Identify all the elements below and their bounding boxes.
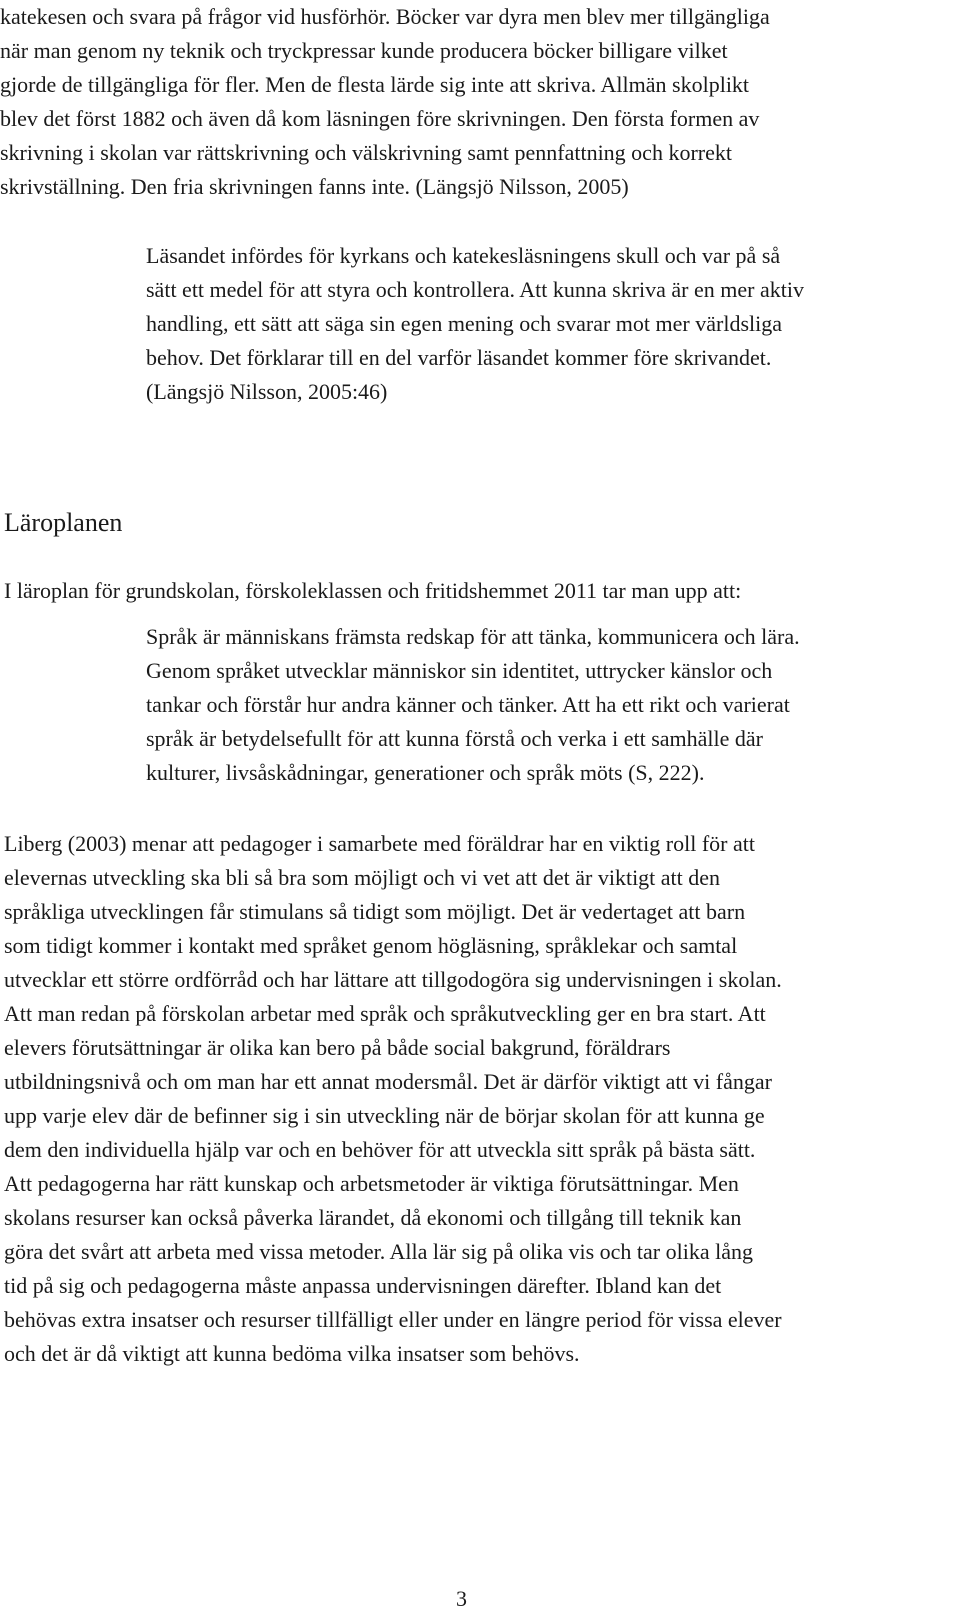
text-line: Att man redan på förskolan arbetar med språk och språkutveckling ger en bra start. Att: [4, 1001, 766, 1026]
text-line: gjorde de tillgängliga för fler. Men de flesta lärde sig inte att skriva. Allmän skolplikt: [0, 72, 750, 97]
text-line: när man genom ny teknik och tryckpressar kunde producera böcker billigare vilket: [0, 38, 728, 63]
text-line: utbildningsnivå och om man har ett annat modersmål. Det är därför viktigt att vi fångar: [4, 1069, 772, 1094]
paragraph-liberg: [4, 827, 782, 1371]
quote-line: kulturer, livsåskådningar, generationer och språk möts (S, 222).: [146, 760, 705, 785]
text-line: och det är då viktigt att kunna bedöma vilka insatser som behövs.: [4, 1341, 580, 1366]
paragraph-history: [0, 0, 960, 204]
quote-line: (Längsjö Nilsson, 2005:46): [146, 379, 388, 404]
quote-line: Genom språket utvecklar människor sin identitet, uttrycker känslor och: [146, 658, 773, 683]
quote-line: sätt ett medel för att styra och kontrollera. Att kunna skriva är en mer aktiv: [146, 277, 804, 302]
text-line: Liberg (2003) menar att pedagoger i samarbete med föräldrar har en viktig roll för att: [4, 831, 755, 856]
text-line: tid på sig och pedagogerna måste anpassa undervisningen därefter. Ibland kan det: [4, 1273, 722, 1298]
quote-line: språk är betydelsefullt för att kunna förstå och verka i ett samhälle där: [146, 726, 763, 751]
quote-line: behov. Det förklarar till en del varför läsandet kommer före skrivandet.: [146, 345, 772, 370]
text-line: elevers förutsättningar är olika kan bero på både social bakgrund, föräldrars: [4, 1035, 671, 1060]
text-line: skolans resurser kan också påverka lärandet, då ekonomi och tillgång till teknik kan: [4, 1205, 742, 1230]
quote-line: tankar och förstår hur andra känner och tänker. Att ha ett rikt och varierat: [146, 692, 790, 717]
text-line: I läroplan för grundskolan, förskoleklassen och fritidshemmet 2011 tar man upp att:: [4, 578, 742, 603]
text-line: språkliga utvecklingen får stimulans så tidigt som möjligt. Det är vedertaget att barn: [4, 899, 746, 924]
text-line: utvecklar ett större ordförråd och har lättare att tillgodogöra sig undervisningen i skolan.: [4, 967, 782, 992]
quote-line: handling, ett sätt att säga sin egen mening och svarar mot mer världsliga: [146, 311, 782, 336]
quote-line: Språk är människans främsta redskap för att tänka, kommunicera och lära.: [146, 624, 800, 649]
text-line: upp varje elev där de befinner sig i sin utveckling när de börjar skolan för att kunna ge: [4, 1103, 765, 1128]
text-line: behövas extra insatser och resurser tillfälligt eller under en längre period för vissa elever: [4, 1307, 782, 1332]
text-line: som tidigt kommer i kontakt med språket genom högläsning, språklekar och samtal: [4, 933, 738, 958]
text-line: göra det svårt att arbeta med vissa metoder. Alla lär sig på olika vis och tar olika lång: [4, 1239, 753, 1264]
intro-paragraph: [4, 574, 741, 608]
page-number: 3: [456, 1586, 467, 1611]
text-line: katekesen och svara på frågor vid husförhör. Böcker var dyra men blev mer tillgängliga: [0, 4, 770, 29]
text-line: skrivning i skolan var rättskrivning och välskrivning samt pennfattning och korrekt: [0, 140, 732, 165]
section-heading: Läroplanen: [4, 508, 123, 537]
quote-line: Läsandet infördes för kyrkans och katekesläsningens skull och var på så: [146, 243, 781, 268]
text-line: skrivställning. Den fria skrivningen fanns inte. (Längsjö Nilsson, 2005): [0, 174, 629, 199]
text-line: dem den individuella hjälp var och en behöver för att utveckla sitt språk på bästa sätt.: [4, 1137, 756, 1162]
text-line: Att pedagogerna har rätt kunskap och arbetsmetoder är viktiga förutsättningar. Men: [4, 1171, 739, 1196]
text-line: elevernas utveckling ska bli så bra som möjligt och vi vet att det är viktigt att den: [4, 865, 721, 890]
text-line: blev det först 1882 och även då kom läsningen före skrivningen. Den första formen av: [0, 106, 760, 131]
block-quote-lgr11: [146, 620, 800, 790]
block-quote-lasandet: [146, 239, 804, 409]
